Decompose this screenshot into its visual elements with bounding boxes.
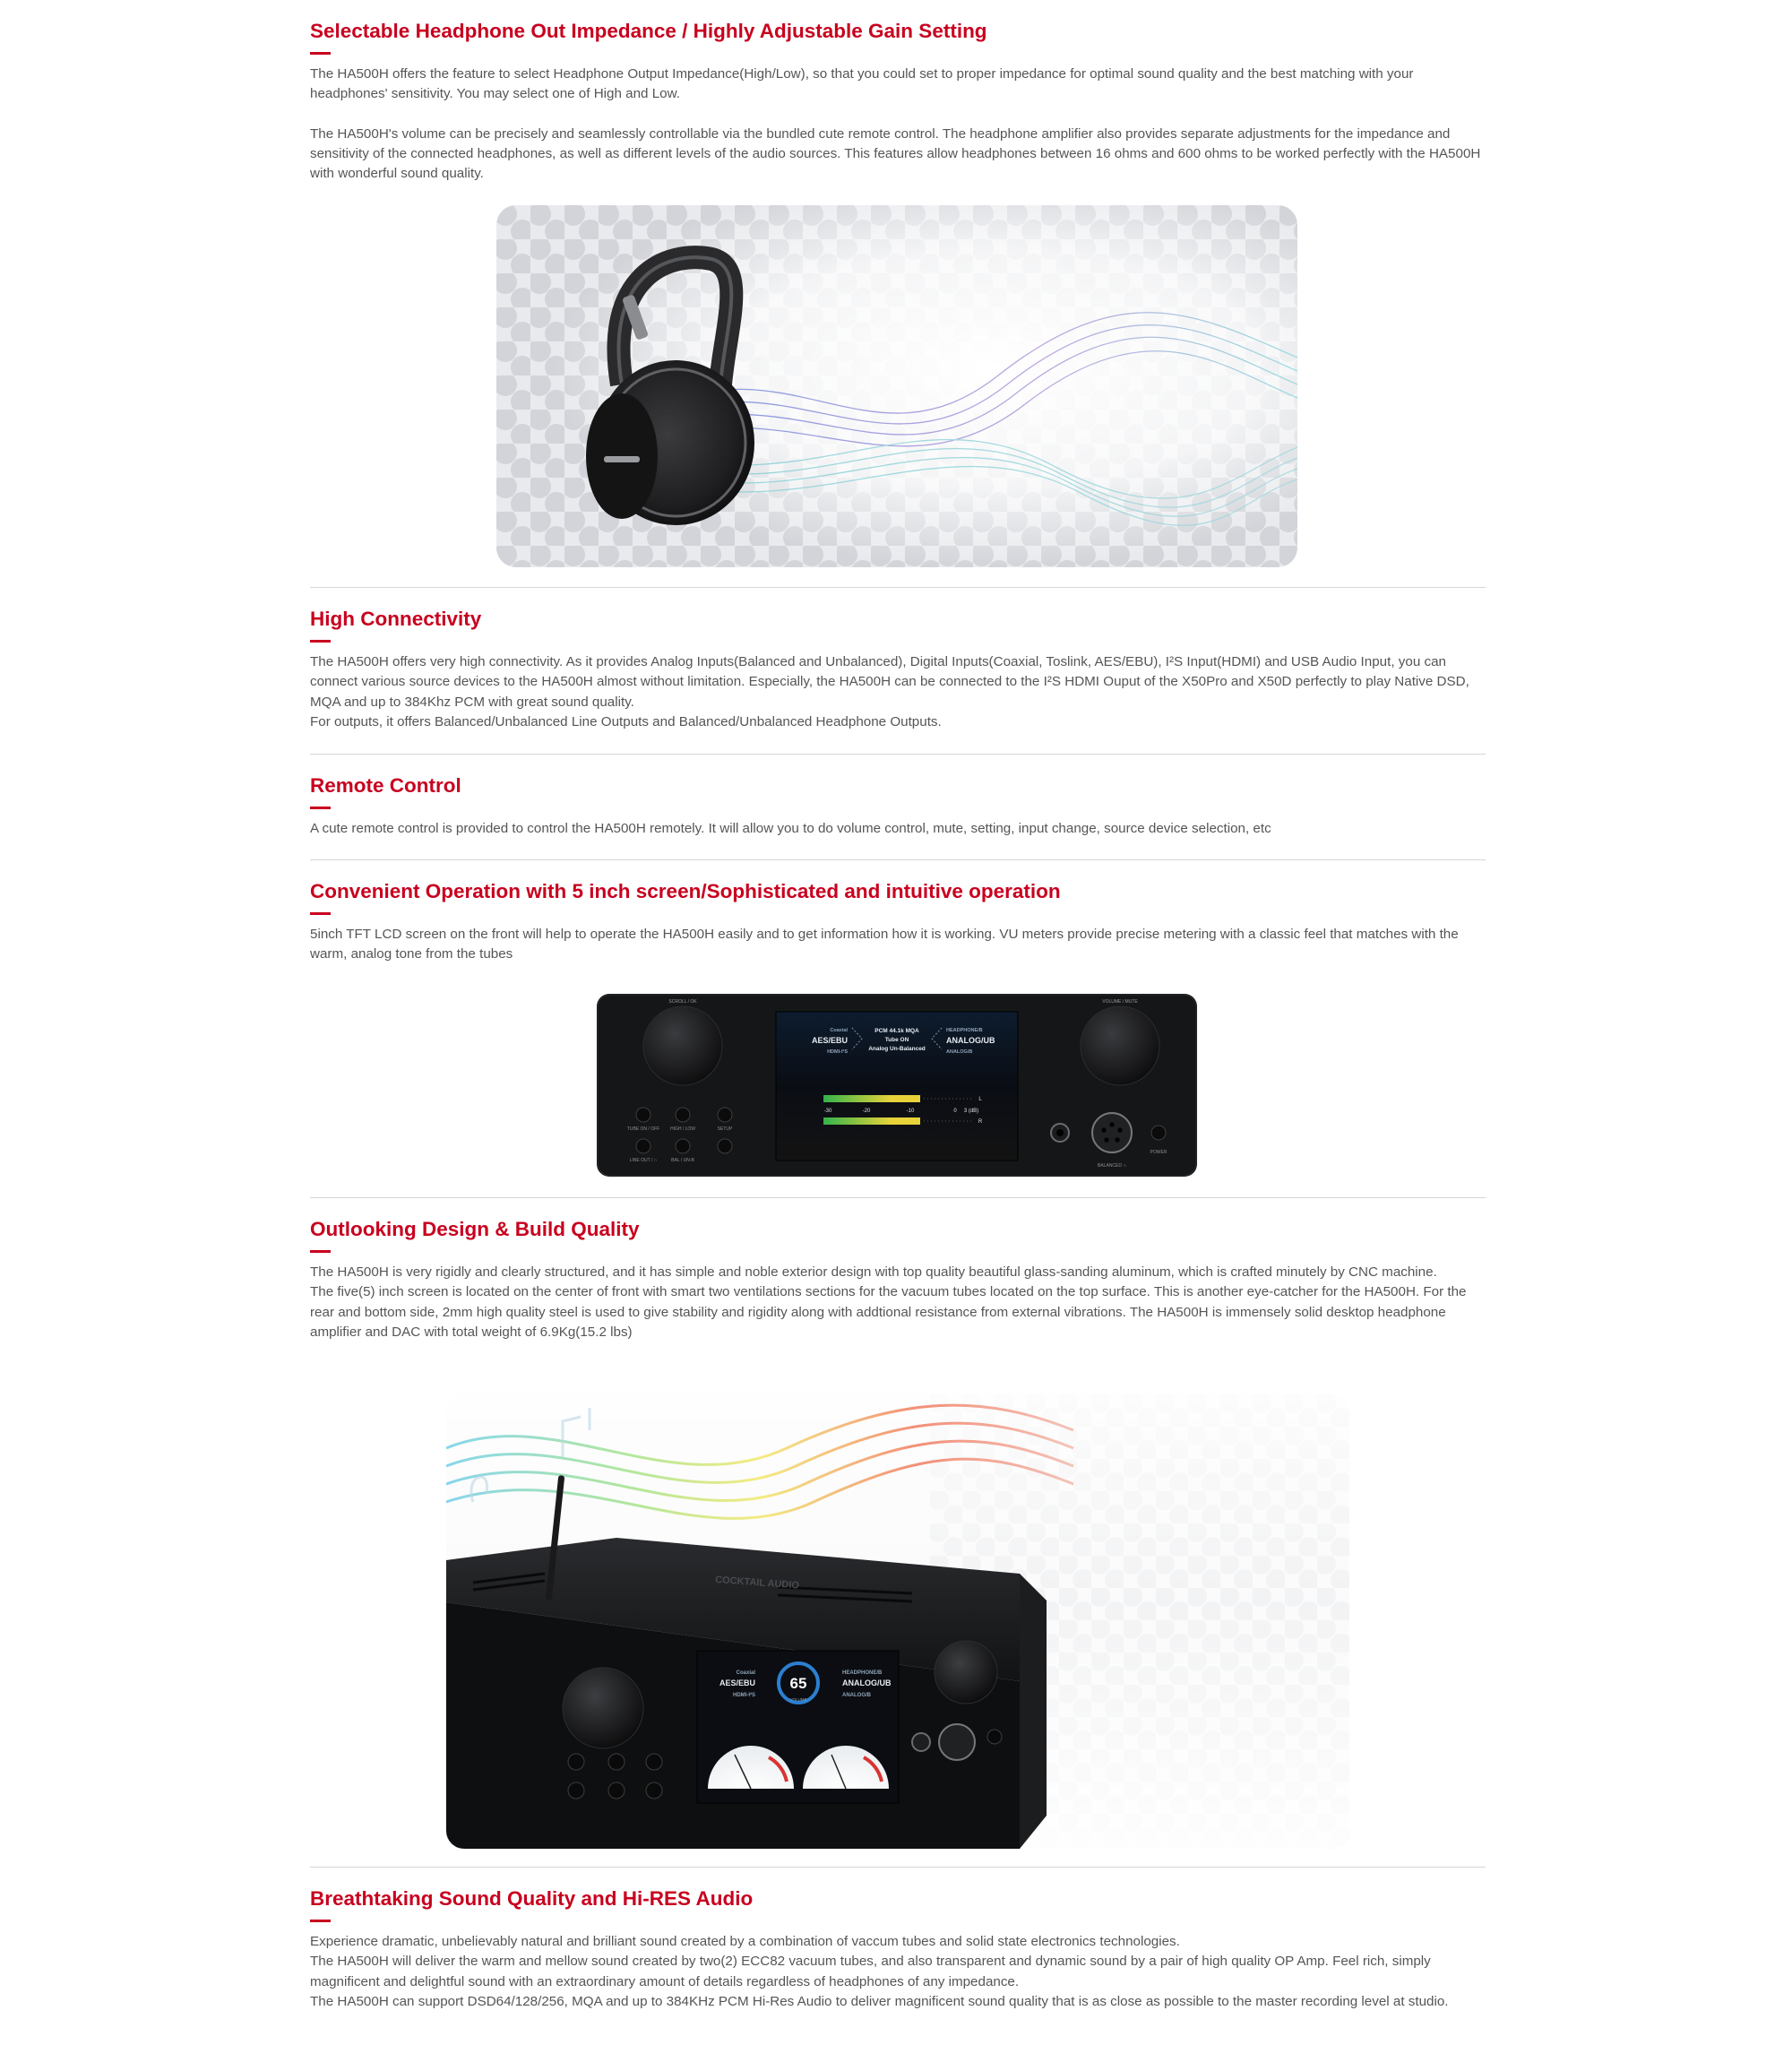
balanced-label: BALANCED ∩ [1098,1163,1126,1169]
scroll-knob [643,1006,722,1085]
paragraph: The HA500H will deliver the warm and mellow sound created by two(2) ECC82 vacuum tubes, and also transparent and dynamic sound by a pair of high quality OP Amp. Feel rich, simply magnificent and delightful sound with an extraordinary amount of details regardless of headphones of any impedance. [310,1954,1431,1989]
headphone-jack [912,1733,930,1751]
device-image [446,1394,1349,1849]
title-accent-bar [310,52,331,55]
lcd-hdmi: HDMI-I²S [733,1693,755,1698]
paragraph: A cute remote control is provided to control the HA500H remotely. It will allow you to do volume control, mute, setting, input change, source device selection, etc [310,821,1271,836]
meter-bar-left [823,1095,920,1102]
meter-label: -10 [906,1109,915,1114]
meter-channel: L [978,1097,982,1102]
divider [310,1197,1486,1198]
title-accent-bar [310,1920,331,1922]
paragraph: The HA500H is very rigidly and clearly structured, and it has simple and noble exterior design with top quality beautiful glass-sanding aluminum, which is crafted minutely by CNC machine. [310,1264,1437,1280]
meter-bar-right [823,1117,920,1125]
title-accent-bar [310,640,331,643]
meter-channel: R [978,1119,983,1125]
volume-mute-label: VOLUME / MUTE [1102,999,1138,1005]
section-operation [310,878,1486,965]
lcd-tube: Tube ON [884,1037,909,1043]
divider [310,754,1486,755]
title-accent-bar [310,807,331,809]
balanced-xlr-jack [939,1724,975,1760]
scroll-ok-label: SCROLL / OK [668,999,697,1005]
lcd-aes: AES/EBU [719,1678,755,1687]
meter-label: 3 (dB) [963,1109,979,1114]
lcd-coaxial: Coaxial [736,1670,755,1676]
paragraph: Experience dramatic, unbelievably natural and brilliant sound created by a combination of vaccum tubes and solid state electronics technologies. [310,1934,1180,1949]
lcd-mode: Analog Un-Balanced [868,1046,926,1052]
section-title: High Connectivity [310,608,482,630]
paragraph: The HA500H offers the feature to select Headphone Output Impedance(High/Low), so that you could set to proper impedance for optimal sound quality and the best matching with your headphones' sensitivity. You may select one of High and Low. [310,66,1414,102]
paragraph: For outputs, it offers Balanced/Unbalanced Line Outputs and Balanced/Unbalanced Headphone Outputs. [310,713,942,729]
paragraph: The HA500H can support DSD64/128/256, MQA and up to 384KHz PCM Hi-Res Audio to deliver magnificent sound quality that is as close as possible to the master recording level at studio. [310,1993,1449,2009]
section-sound-quality [310,1885,1486,2012]
power-button [987,1730,1002,1744]
meter-label: 0 [953,1109,957,1114]
lcd-coaxial: Coaxial [830,1028,848,1033]
headphone-image [496,205,1297,567]
lcd-aes: AES/EBU [811,1036,848,1045]
divider [310,1867,1486,1868]
paragraph: The HA500H offers very high connectivity. As it provides Analog Inputs(Balanced and Unbalanced), Digital Inputs(Coaxial, Toslink, AES/EBU), I²S Input(HDMI) and USB Audio Input, you can connect various source devices to the HA500H almost without limitation. Especially, the HA500H can be connected to the I²S HDMI Ouput of the X50Pro and X50D perfectly to play Native DSD, MQA and up to 384Khz PCM with great sound quality. [310,654,1469,710]
lcd-analog-b: ANALOG/B [946,1049,973,1055]
tube-label: TUBE ON / OFF [626,1126,660,1132]
volume-knob [935,1641,997,1704]
section-title: Convenient Operation with 5 inch screen/Sophisticated and intuitive operation [310,880,1061,902]
section-title: Outlooking Design & Build Quality [310,1218,640,1240]
section-impedance [310,18,1486,184]
section-title: Selectable Headphone Out Impedance / Highly Adjustable Gain Setting [310,20,987,42]
power-button [1151,1126,1166,1140]
paragraph: The five(5) inch screen is located on the center of front with smart two ventilations sections for the vacuum tubes located on the top surface. This is another eye-catcher for the HA500H. For the rear and bottom side, 2mm high quality steel is used to give stability and rigidity along with addtional resistance from external vibrations. The HA500H is immensely solid desktop headphone amplifier and DAC with total weight of 6.9Kg(15.2 lbs) [310,1284,1467,1340]
volume-readout: 65 [789,1675,807,1692]
lcd-format: PCM 44.1k MQA [874,1028,919,1034]
scroll-knob [563,1668,643,1748]
volume-label: VOLUME [789,1697,807,1702]
lcd-headphone: HEADPHONE/B [946,1028,983,1033]
divider [310,587,1486,588]
meter-label: -30 [823,1109,832,1114]
section-title: Breathtaking Sound Quality and Hi-RES Audio [310,1887,754,1910]
title-accent-bar [310,1250,331,1253]
lcd-headphone: HEADPHONE/B [842,1670,883,1676]
section-title: Remote Control [310,774,461,797]
bal-unb-label: BAL / UN-B [671,1158,694,1163]
divider [310,859,1486,860]
meter-label: -20 [862,1109,871,1114]
section-connectivity [310,606,1486,732]
paragraph: 5inch TFT LCD screen on the front will help to operate the HA500H easily and to get information how it is working. VU meters provide precise metering with a classic feel that matches with the warm, analog tone from the tubes [310,927,1459,962]
setup-label: SETUP [717,1126,733,1132]
lcd-hdmi: HDMI-I²S [827,1049,848,1055]
balanced-xlr-jack [1092,1113,1132,1152]
line-out-label: LINE OUT / ∩ [629,1158,658,1163]
brand-engraving: COCKTAIL AUDIO [714,1575,800,1592]
high-low-label: HIGH / LOW [669,1126,696,1132]
lcd-analog-b: ANALOG/B [842,1693,871,1698]
title-accent-bar [310,912,331,915]
front-panel-image [597,994,1197,1177]
lcd-analog-ub: ANALOG/UB [946,1036,995,1045]
section-design [310,1216,1486,1342]
section-remote-control [310,772,1486,839]
power-label: POWER [1150,1150,1167,1155]
volume-knob [1081,1006,1159,1085]
lcd-analog-ub: ANALOG/UB [842,1678,892,1687]
paragraph: The HA500H's volume can be precisely and seamlessly controllable via the bundled cute remote control. The headphone amplifier also provides separate adjustments for the impedance and sensitivity of the connected headphones, as well as different levels of the audio sources. This features allow headphones between 16 ohms and 600 ohms to be worked perfectly with the HA500H with wonderful sound quality. [310,125,1481,182]
